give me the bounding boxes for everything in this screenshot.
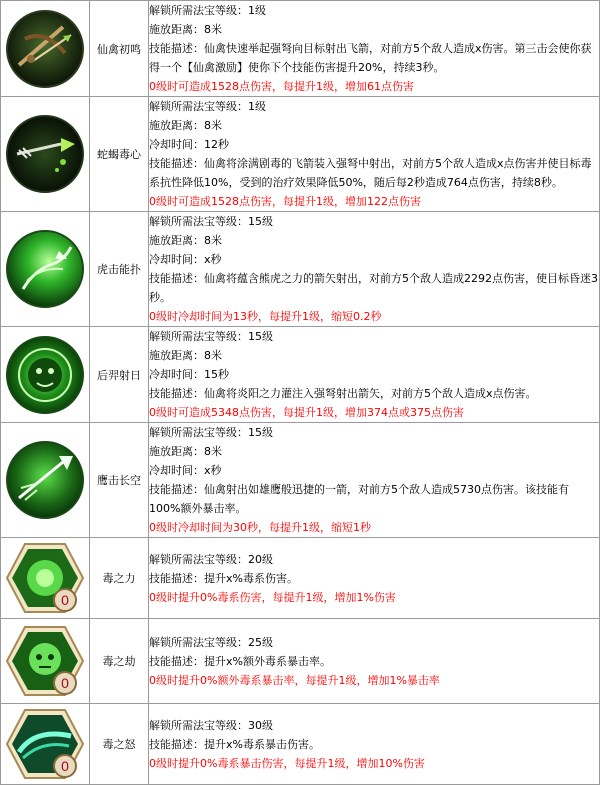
skill-description: [149, 619, 600, 704]
skill-level-badge: 0: [61, 758, 69, 774]
skill-description: [149, 97, 600, 212]
lion-head-icon: [5, 335, 85, 415]
skill-description: [149, 538, 600, 619]
unlock-level: 解锁所需法宝等级：15级: [149, 426, 273, 439]
table-row: [1, 212, 600, 327]
skill-name: 鹰击长空: [90, 423, 149, 538]
skill-desc-text: 技能描述：仙禽将涂满剧毒的飞箭装入强弩中射出，对前方5个敌人造成x点伤害并使目标毒系抗性降低10%，受到的治疗效果降低50%，随后每2秒造成764点伤害，持续8秒。: [149, 157, 592, 189]
poison-arrow-icon: [5, 114, 85, 194]
unlock-level: 解锁所需法宝等级：20级: [149, 552, 273, 566]
skill-description: [149, 423, 600, 538]
cooldown: 冷却时间：x秒: [149, 253, 222, 266]
table-row: [1, 704, 600, 785]
skill-desc-text: 技能描述：仙禽将炎阳之力灌注入强弩射出箭矢，对前方5个敌人造成x点伤害。: [149, 387, 537, 400]
skill-name: 仙禽初鸣: [90, 1, 149, 97]
table-row: [1, 1, 600, 97]
skill-level-badge: 0: [61, 592, 69, 608]
table-row: [1, 423, 600, 538]
skill-upgrade-note: 0级时提升0%额外毒系暴击率，每提升1级，增加1%暴击率: [149, 673, 440, 687]
skill-description: [149, 1, 600, 97]
skill-name: 后羿射日: [90, 327, 149, 423]
cast-range: 施放距离：8米: [149, 234, 222, 247]
unlock-level: 解锁所需法宝等级：25级: [149, 635, 273, 649]
table-row: [1, 619, 600, 704]
skill-desc-text: 技能描述：提升x%毒系暴击伤害。: [149, 737, 320, 751]
skill-description: [149, 704, 600, 785]
skill-desc-text: 技能描述：仙禽射出如雄鹰般迅捷的一箭，对前方5个敌人造成5730点伤害。该技能有100%额外暴击率。: [149, 483, 569, 515]
unlock-level: 解锁所需法宝等级：30级: [149, 718, 273, 732]
skill-name: 虎击能扑: [90, 212, 149, 327]
skill-upgrade-note: 0级时提升0%毒系暴击伤害，每提升1级，增加10%伤害: [149, 756, 425, 770]
cast-range: 施放距离：8米: [149, 349, 222, 362]
skill-description: [149, 212, 600, 327]
skill-desc-text: 技能描述：提升x%额外毒系暴击率。: [149, 654, 331, 668]
table-row: [1, 97, 600, 212]
skill-name: 毒之力: [90, 538, 149, 619]
cast-range: 施放距离：8米: [149, 23, 222, 36]
cooldown: 冷却时间：x秒: [149, 464, 222, 477]
unlock-level: 解锁所需法宝等级：1级: [149, 100, 266, 113]
poison-power-icon: [5, 540, 85, 616]
skill-desc-text: 技能描述：仙禽快速举起强弩向目标射出飞箭，对前方5个敌人造成x伤害。第三击会使你获得一个【仙禽激励】使你下个技能伤害提升20%，持续3秒。: [149, 42, 592, 74]
crossbow-icon: [5, 9, 85, 89]
skill-name: 蛇蝎毒心: [90, 97, 149, 212]
table-row: [1, 538, 600, 619]
cooldown: 冷却时间：15秒: [149, 368, 229, 381]
skill-upgrade-note: 0级时可造成5348点伤害，每提升1级，增加374点或375点伤害: [149, 406, 464, 419]
skill-upgrade-note: 0级时冷却时间为30秒，每提升1级，缩短1秒: [149, 521, 371, 534]
skill-level-badge: 0: [61, 675, 69, 691]
unlock-level: 解锁所需法宝等级：15级: [149, 215, 273, 228]
skill-description: [149, 327, 600, 423]
cast-range: 施放距离：8米: [149, 445, 222, 458]
skill-name: 毒之劫: [90, 619, 149, 704]
skill-upgrade-note: 0级时提升0%毒系伤害，每提升1级，增加1%伤害: [149, 590, 396, 604]
poison-skull-icon: [5, 623, 85, 699]
skill-desc-text: 技能描述：仙禽将蕴含熊虎之力的箭矢射出，对前方5个敌人造成2292点伤害，使目标昏迷3秒。: [149, 272, 598, 304]
unlock-level: 解锁所需法宝等级：15级: [149, 330, 273, 343]
cast-range: 施放距离：8米: [149, 119, 222, 132]
cooldown: 冷却时间：12秒: [149, 138, 229, 151]
skill-desc-text: 技能描述：提升x%毒系伤害。: [149, 571, 298, 585]
unlock-level: 解锁所需法宝等级：1级: [149, 4, 266, 17]
skill-upgrade-note: 0级时可造成1528点伤害，每提升1级，增加122点伤害: [149, 195, 421, 208]
eagle-arrow-icon: [5, 440, 85, 520]
skill-upgrade-note: 0级时可造成1528点伤害，每提升1级，增加61点伤害: [149, 80, 414, 93]
tiger-energy-icon: [5, 229, 85, 309]
skill-name: 毒之怒: [90, 704, 149, 785]
poison-wave-icon: [5, 706, 85, 782]
skill-upgrade-note: 0级时冷却时间为13秒，每提升1级，缩短0.2秒: [149, 310, 382, 323]
table-row: [1, 327, 600, 423]
